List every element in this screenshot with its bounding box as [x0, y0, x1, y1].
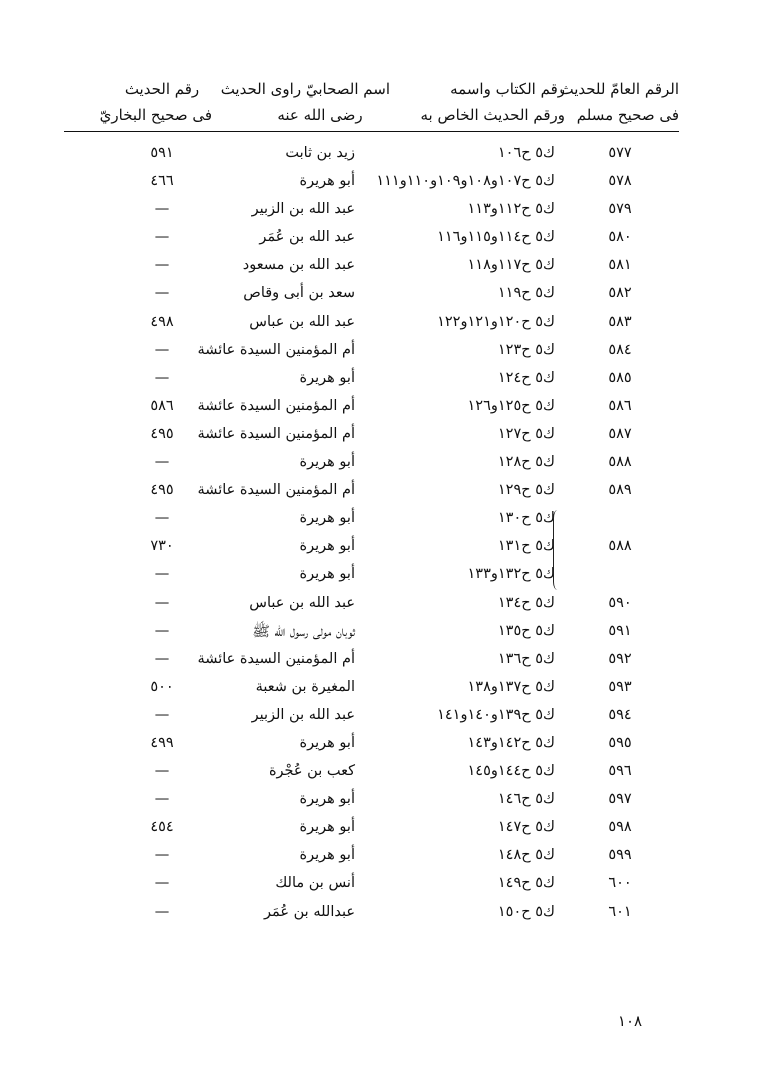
narrator-cell: أبو هريرة: [299, 173, 355, 190]
bukhari-number-cell: ٤٩٨: [150, 313, 174, 330]
general-number-cell: ٥٩٥: [608, 734, 632, 751]
book-reference-cell: ك٥ ح١٢٥و١٢٦: [467, 397, 555, 414]
general-number-cell: ٥٨١: [608, 257, 632, 274]
grouping-brace: [553, 510, 562, 590]
book-reference-cell: ك٥ ح١٣٩و١٤٠و١٤١: [437, 706, 555, 723]
book-reference-cell: ك٥ ح١٢٣: [497, 341, 555, 358]
narrator-cell: عبد الله بن مسعود: [242, 257, 355, 274]
general-number-cell: ٥٩٠: [608, 594, 632, 611]
book-reference-cell: ك٥ ح١٣١: [497, 538, 555, 555]
table-row: [0, 648, 765, 676]
table-row: [0, 339, 765, 367]
table-row: [0, 844, 765, 872]
general-number-cell: ٥٨٦: [608, 397, 632, 414]
bukhari-number-cell: ٤٩٩: [150, 734, 174, 751]
narrator-cell: أبو هريرة: [299, 847, 355, 864]
narrator-cell: عبدالله بن عُمَر: [264, 903, 355, 920]
table-row: [0, 704, 765, 732]
narrator-cell: أنس بن مالك: [275, 875, 355, 892]
header-bukhari-number-line2: فى صحيح البخاريّ: [99, 106, 212, 124]
table-row: [0, 535, 765, 563]
bukhari-number-cell: ٤٦٦: [150, 173, 174, 190]
table-row: [0, 788, 765, 816]
book-reference-cell: ك٥ ح١٥٠: [497, 903, 555, 920]
general-number-cell: ٥٩٦: [608, 763, 632, 780]
bukhari-number-cell: ٤٩٥: [150, 482, 174, 499]
book-reference-cell: ك٥ ح١٢٩: [497, 482, 555, 499]
general-number-cell: ٥٨٠: [608, 229, 632, 246]
narrator-cell: عبد الله بن الزبير: [251, 201, 355, 218]
book-reference-cell: ك٥ ح١٤٤و١٤٥: [467, 763, 555, 780]
bukhari-number-cell: —: [154, 454, 170, 471]
bukhari-number-cell: —: [154, 791, 170, 808]
book-reference-cell: ك٥ ح١٣٤: [497, 594, 555, 611]
general-number-cell: ٥٧٧: [608, 145, 632, 161]
table-row: [0, 423, 765, 451]
bukhari-number-cell: —: [154, 594, 170, 611]
bukhari-number-cell: ٤٩٥: [150, 425, 174, 442]
general-number-cell: ٦٠٠: [608, 875, 632, 892]
narrator-cell: عبد الله بن عُمَر: [259, 229, 355, 246]
general-number-cell: ٥٩٨: [608, 819, 632, 836]
header-narrator-line2: رضى الله عنه: [277, 106, 363, 124]
page-number: ١٠٨: [617, 1012, 643, 1030]
book-reference-cell: ك٥ ح١٠٧و١٠٨و١٠٩و١١٠و١١١: [376, 173, 555, 190]
general-number-cell: ٥٩٩: [608, 847, 632, 864]
bukhari-number-cell: —: [154, 566, 170, 583]
table-row: [0, 816, 765, 844]
narrator-cell: عبد الله بن الزبير: [251, 706, 355, 723]
bukhari-number-cell: ٥٩١: [150, 145, 174, 161]
bukhari-number-cell: —: [154, 622, 170, 639]
general-number-cell: ٥٩٤: [608, 706, 632, 723]
bukhari-number-cell: —: [154, 369, 170, 386]
bukhari-number-cell: —: [154, 706, 170, 723]
table-row: [0, 367, 765, 395]
narrator-cell: كعب بن عُجْرة: [268, 763, 355, 780]
header-book-reference-line1: رقم الكتاب واسمه: [450, 80, 565, 98]
header-book-reference-line2: ورقم الحديث الخاص به: [420, 106, 565, 124]
table-row: [0, 479, 765, 507]
narrator-cell: سعد بن أبى وقاص: [243, 285, 355, 302]
header-general-number: [559, 76, 679, 128]
table-row: [0, 507, 765, 535]
narrator-cell: أبو هريرة: [299, 791, 355, 808]
narrator-cell: المغيرة بن شعبة: [255, 678, 355, 695]
book-reference-cell: ك٥ ح١٢٨: [497, 454, 555, 471]
general-number-cell: ٥٨٢: [608, 285, 632, 302]
table-row: [0, 395, 765, 423]
book-reference-cell: ك٥ ح١١٧و١١٨: [467, 257, 555, 274]
narrator-cell: أم المؤمنين السيدة عائشة: [197, 341, 355, 358]
narrator-cell: أبو هريرة: [299, 566, 355, 583]
narrator-cell: أبو هريرة: [299, 538, 355, 555]
book-reference-cell: ك٥ ح١٣٥: [497, 622, 555, 639]
narrator-cell: عبد الله بن عباس: [249, 313, 355, 330]
general-number-cell: ٥٨٩: [608, 482, 632, 499]
general-number-cell: ٥٨٨: [608, 454, 632, 471]
narrator-cell: أبو هريرة: [299, 454, 355, 471]
table-row: [0, 170, 765, 198]
bukhari-number-cell: —: [154, 257, 170, 274]
header-narrator-line1: اسم الصحابيّ راوى الحديث: [220, 80, 390, 98]
table-row: [0, 254, 765, 282]
header-general-number-line2: فى صحيح مسلم: [576, 106, 679, 124]
general-number-cell: ٥٩٢: [608, 650, 632, 667]
narrator-cell: أبو هريرة: [299, 819, 355, 836]
bukhari-number-cell: —: [154, 229, 170, 246]
table-row: [0, 142, 765, 170]
table-row: [0, 226, 765, 254]
narrator-cell: أبو هريرة: [299, 734, 355, 751]
header-divider: [64, 131, 679, 132]
bukhari-number-cell: —: [154, 847, 170, 864]
book-reference-cell: ك٥ ح١٤٦: [497, 791, 555, 808]
header-bukhari-number-line1: رقم الحديث: [124, 80, 200, 98]
book-reference-cell: ك٥ ح١٠٦: [497, 145, 555, 161]
table-row: [0, 282, 765, 310]
table-row: [0, 620, 765, 648]
table-row: [0, 451, 765, 479]
bukhari-number-cell: —: [154, 201, 170, 218]
bukhari-number-cell: ٥٨٦: [150, 397, 174, 414]
general-number-cell: ٥٨٣: [608, 313, 632, 330]
narrator-cell: أبو هريرة: [299, 510, 355, 527]
general-number-cell: ٥٨٧: [608, 425, 632, 442]
general-number-cell: ٥٨٥: [608, 369, 632, 386]
bukhari-number-cell: —: [154, 650, 170, 667]
book-reference-cell: ك٥ ح١٣٠: [497, 510, 555, 527]
table-row: [0, 760, 765, 788]
table-row: [0, 311, 765, 339]
general-number-cell: ٥٩٧: [608, 791, 632, 808]
general-number-cell: ٥٩١: [608, 622, 632, 639]
bukhari-number-cell: —: [154, 903, 170, 920]
book-reference-cell: ك٥ ح١٣٦: [497, 650, 555, 667]
bukhari-number-cell: —: [154, 510, 170, 527]
book-reference-cell: ك٥ ح١٢٠و١٢١و١٢٢: [437, 313, 555, 330]
header-general-number-line1: الرقم العامّ للحديث: [559, 80, 679, 98]
narrator-cell: ثوبان مولى رسول الله ﷺ: [252, 623, 355, 640]
book-reference-cell: ك٥ ح١٤٢و١٤٣: [467, 734, 555, 751]
narrator-cell: عبد الله بن عباس: [249, 594, 355, 611]
bukhari-number-cell: —: [154, 341, 170, 358]
table-row: [0, 563, 765, 591]
general-number-cell: ٥٨٤: [608, 341, 632, 358]
book-reference-cell: ك٥ ح١٣٧و١٣٨: [467, 678, 555, 695]
bukhari-number-cell: —: [154, 875, 170, 892]
bukhari-number-cell: —: [154, 285, 170, 302]
bukhari-number-cell: ٥٠٠: [150, 678, 174, 695]
narrator-cell: أم المؤمنين السيدة عائشة: [197, 397, 355, 414]
header-book-reference: [421, 76, 566, 128]
book-reference-cell: ك٥ ح١٤٩: [497, 875, 555, 892]
header-narrator: [220, 76, 390, 128]
narrator-cell: أبو هريرة: [299, 369, 355, 386]
general-number-cell: ٥٧٩: [608, 201, 632, 218]
table-row: [0, 676, 765, 704]
book-reference-cell: ك٥ ح١٤٧: [497, 819, 555, 836]
book-reference-cell: ك٥ ح١٢٧: [497, 425, 555, 442]
bukhari-number-cell: ٤٥٤: [150, 819, 174, 836]
book-reference-cell: ك٥ ح١١٩: [497, 285, 555, 302]
table-row: [0, 872, 765, 900]
bukhari-number-cell: —: [154, 763, 170, 780]
header-bukhari-number: [99, 76, 212, 128]
book-reference-cell: ك٥ ح١٢٤: [497, 369, 555, 386]
general-number-cell: ٥٧٨: [608, 173, 632, 190]
narrator-cell: أم المؤمنين السيدة عائشة: [197, 425, 355, 442]
general-number-cell: ٦٠١: [608, 903, 632, 920]
hadith-table: [0, 142, 765, 929]
book-reference-cell: ك٥ ح١٣٢و١٣٣: [467, 566, 555, 583]
narrator-cell: زيد بن ثابت: [285, 145, 355, 161]
general-number-cell: ٥٩٣: [608, 678, 632, 695]
bukhari-number-cell: ٧٣٠: [150, 538, 174, 555]
table-row: [0, 592, 765, 620]
book-reference-cell: ك٥ ح١١٢و١١٣: [467, 201, 555, 218]
table-row: [0, 732, 765, 760]
narrator-cell: أم المؤمنين السيدة عائشة: [197, 482, 355, 499]
table-row: [0, 901, 765, 929]
table-row: [0, 198, 765, 226]
book-reference-cell: ك٥ ح١١٤و١١٥و١١٦: [437, 229, 555, 246]
book-reference-cell: ك٥ ح١٤٨: [497, 847, 555, 864]
narrator-cell: أم المؤمنين السيدة عائشة: [197, 650, 355, 667]
general-number-cell: ٥٨٨: [608, 538, 632, 555]
